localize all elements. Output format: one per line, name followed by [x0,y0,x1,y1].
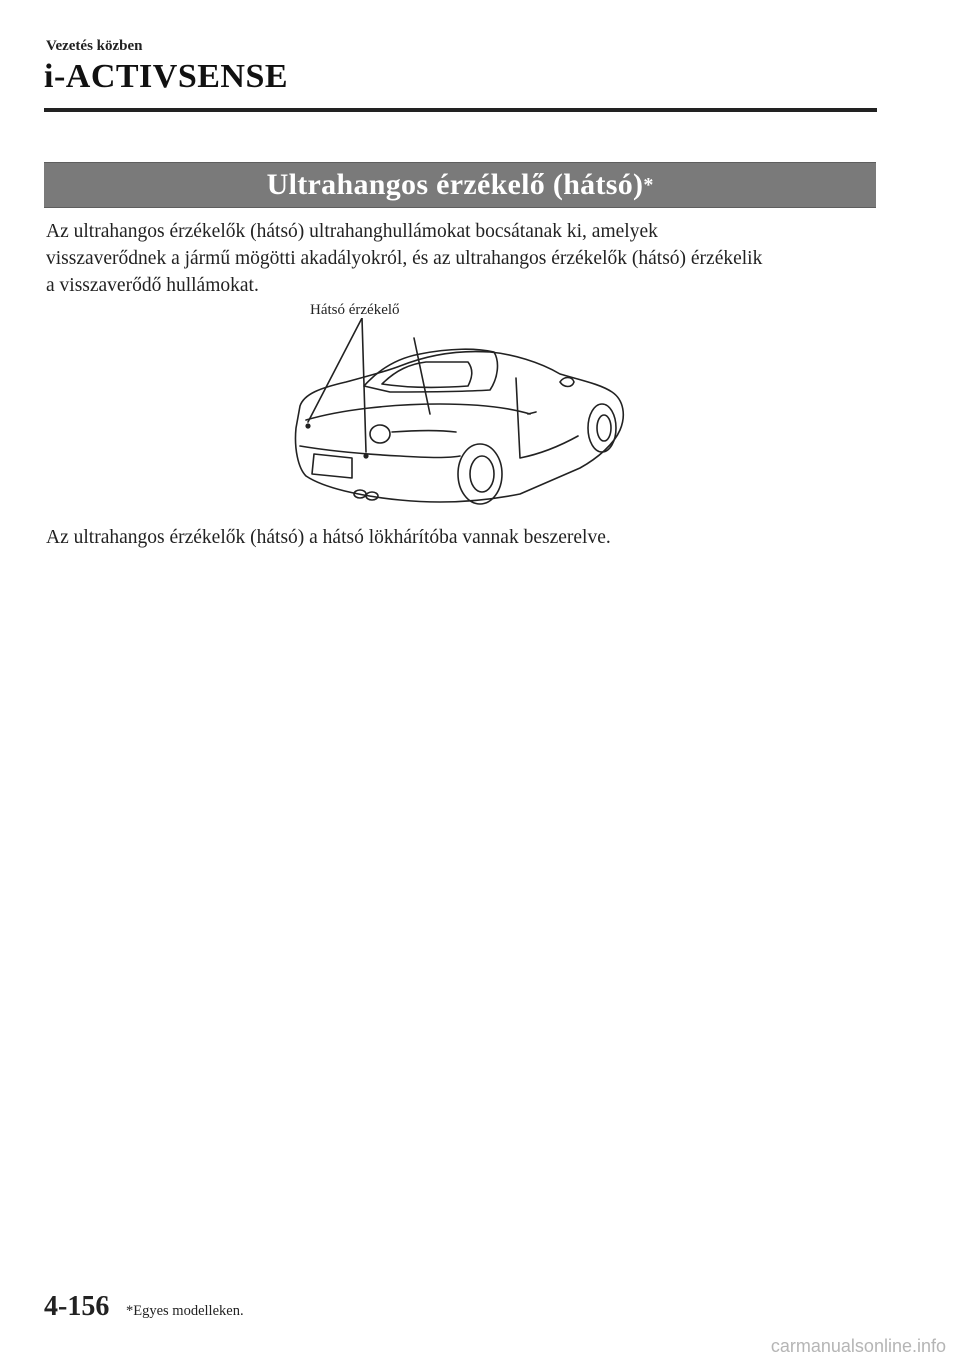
car-door-line [516,378,578,458]
page-number: 4-156 [44,1291,110,1322]
car-trunk-line [306,404,530,420]
watermark: carmanualsonline.info [770,1336,946,1356]
car-rear-wheel [458,444,502,504]
section-title: i-ACTIVSENSE [44,58,289,95]
car-license-plate [312,454,352,478]
footnote: *Egyes modelleken. [126,1303,244,1319]
intro-line: Az ultrahangos érzékelők (hátsó) ultrahanghullámokat bocsátanak ki, amelyek [46,221,658,242]
intro-line: visszaverődnek a jármű mögötti akadályokról, és az ultrahangos érzékelők (hátsó) érzékelik [46,248,763,269]
car-antenna [414,338,430,414]
car-body-outline [295,352,623,502]
intro-paragraph [46,218,886,299]
topic-banner: Ultrahangos érzékelő (hátsó) * [44,162,876,208]
callout-leader-left [308,318,362,422]
intro-line: a visszaverődő hullámokat. [46,275,259,296]
car-rear-window [382,362,472,387]
car-rear-illustration [280,318,640,518]
location-note: Az ultrahangos érzékelők (hátsó) a hátsó lökhárítóba vannak beszerelve. [46,527,611,548]
car-side-mirror [560,378,574,387]
rear-sensor [305,423,310,428]
figure-callout-label: Hátsó érzékelő [310,302,400,318]
banner-title: Ultrahangos érzékelő (hátsó) [266,168,644,201]
car-taillight [370,425,390,443]
chapter-title: Vezetés közben [46,38,143,54]
rear-sensor [363,453,368,458]
header-divider [44,108,877,112]
